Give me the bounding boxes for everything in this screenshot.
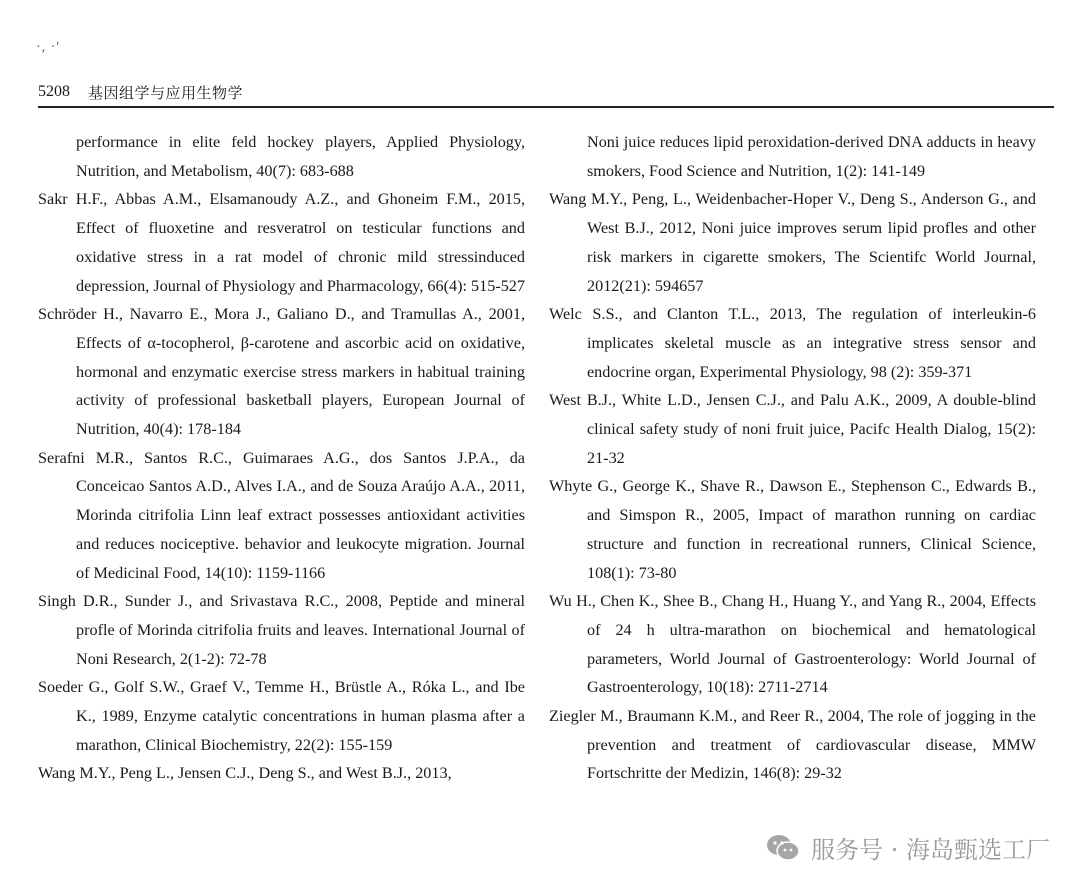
scan-speck: ·, ·' [36, 40, 60, 55]
reference-entry: Wang M.Y., Peng, L., Weidenbacher-Hoper V., Deng S., Anderson G., and West B.J., 2012, Noni juice improves serum lipid profles and other risk markers in cigarette smokers, The Scientifc World Journal, 2012(21): 594657 [549, 190, 1036, 295]
wechat-icon [765, 833, 801, 863]
reference-entry: performance in elite feld hockey players, Applied Physiology, Nutrition, and Metabolism, 40(7): 683-688 [76, 133, 525, 180]
reference-entry: Noni juice reduces lipid peroxidation-derived DNA adducts in heavy smokers, Food Science and Nutrition, 1(2): 141-149 [587, 133, 1036, 180]
reference-entry: Wu H., Chen K., Shee B., Chang H., Huang Y., and Yang R., 2004, Effects of 24 h ultra-marathon on biochemical and hematological parameters, World Journal of Gastroenterology: World Journal of Gastroenterology, 10(18): 2711-2714 [549, 592, 1036, 697]
reference-entry: Serafni M.R., Santos R.C., Guimaraes A.G., dos Santos J.P.A., da Conceicao Santos A.D., Alves I.A., and de Souza Araújo A.A., 2011, Morinda citrifolia Linn leaf extract possesses antioxidant activities and reduces nociceptive. behavior and leukocyte migration. Journal of Medicinal Food, 14(10): 1159-1166 [38, 448, 525, 582]
page-header [38, 78, 1054, 106]
reference-entry: Ziegler M., Braumann K.M., and Reer R., 2004, The role of jogging in the prevention and treatment of cardiovascular disease, MMW Fortschritte der Medizin, 146(8): 29-32 [549, 707, 1036, 783]
reference-entry: Wang M.Y., Peng L., Jensen C.J., Deng S., and West B.J., 2013, [38, 764, 452, 783]
reference-entry: Whyte G., George K., Shave R., Dawson E., Stephenson C., Edwards B., and Simspon R., 2005, Impact of marathon running on cardiac structure and function in recreational runners, Clinical Science, 108(1): 73-80 [549, 477, 1036, 582]
reference-entry: Singh D.R., Sunder J., and Srivastava R.C., 2008, Peptide and mineral profle of Morinda citrifolia fruits and leaves. International Journal of Noni Research, 2(1-2): 72-78 [38, 592, 525, 668]
reference-entry: Welc S.S., and Clanton T.L., 2013, The regulation of interleukin-6 implicates skeletal muscle as an integrative stress sensor and endocrine organ, Experimental Physiology, 98 (2): 359-371 [549, 305, 1036, 381]
reference-column-left [38, 128, 525, 788]
reference-entry: Sakr H.F., Abbas A.M., Elsamanoudy A.Z., and Ghoneim F.M., 2015, Effect of fluoxetine and resveratrol on testicular functions and oxidative stress in a rat model of chronic mild stressinduced depression, Journal of Physiology and Pharmacology, 66(4): 515-527 [38, 190, 525, 295]
journal-name: 基因组学与应用生物学 [88, 83, 244, 102]
page-number: 5208 [38, 83, 70, 100]
watermark-text: 服务号 · 海岛甄选工厂 [811, 836, 1050, 864]
header-rule [38, 106, 1054, 108]
reference-entry: Schröder H., Navarro E., Mora J., Galiano D., and Tramullas A., 2001, Effects of α-tocopherol, β-carotene and ascorbic acid on oxidative, hormonal and enzymatic exercise stress markers in habitual training activity of professional basketball players, European Journal of Nutrition, 40(4): 178-184 [38, 305, 525, 439]
reference-entry: West B.J., White L.D., Jensen C.J., and Palu A.K., 2009, A double-blind clinical safety study of noni fruit juice, Pacifc Health Dialog, 15(2): 21-32 [549, 391, 1036, 467]
watermark [765, 830, 1050, 865]
reference-entry: Soeder G., Golf S.W., Graef V., Temme H., Brüstle A., Róka L., and Ibe K., 1989, Enzyme catalytic concentrations in human plasma after a marathon, Clinical Biochemistry, 22(2): 155-159 [38, 678, 525, 754]
reference-column-right [549, 128, 1036, 788]
